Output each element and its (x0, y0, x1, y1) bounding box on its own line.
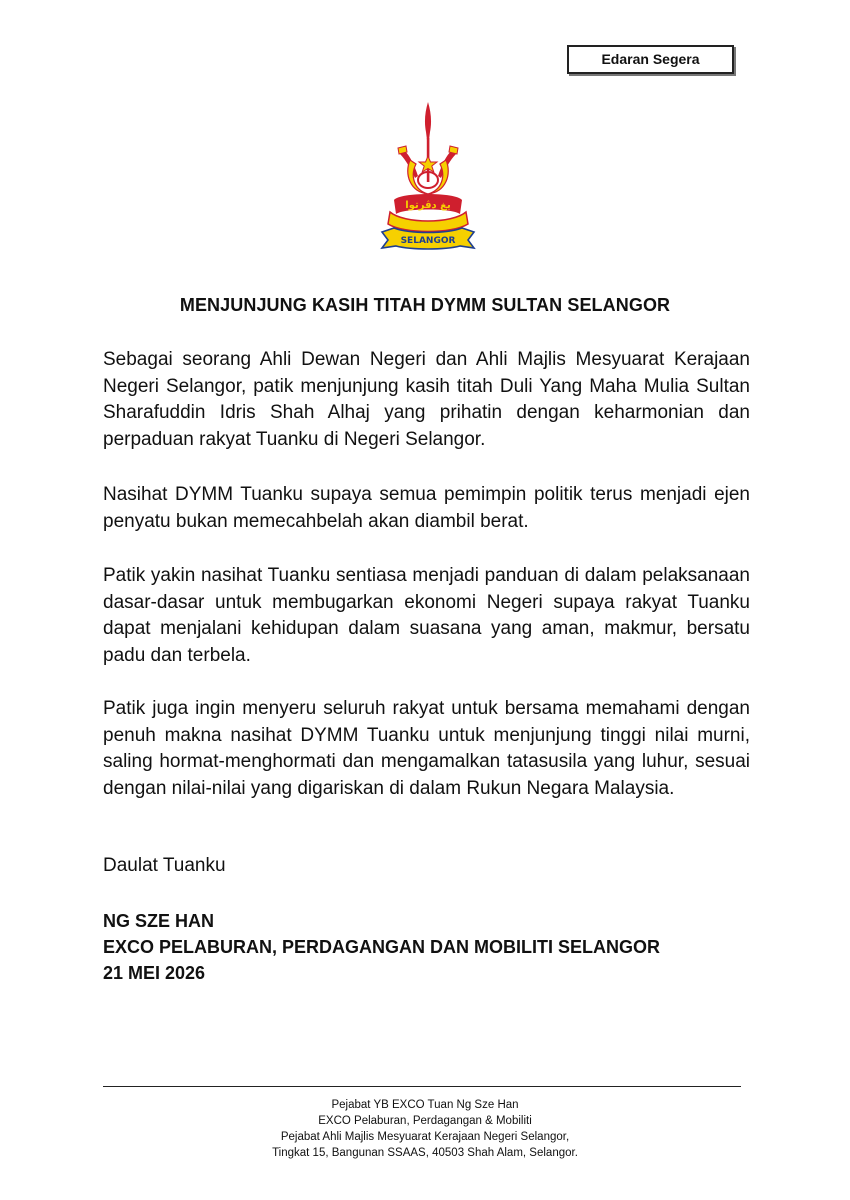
statement-title: MENJUNJUNG KASIH TITAH DYMM SULTAN SELANGOR (179, 295, 671, 315)
closing-salutation: Daulat Tuanku (103, 855, 226, 876)
footer-line-3: Pejabat Ahli Majlis Mesyuarat Kerajaan Negeri Selangor, (280, 1131, 570, 1143)
signatory-name: NG SZE HAN (103, 911, 215, 931)
crest-base (388, 212, 468, 232)
paragraph-2: Nasihat DYMM Tuanku supaya semua pemimpin politik terus menjadi ejen penyatu bukan memecahbelah akan diambil berat. (103, 484, 750, 532)
paragraph-1: Sebagai seorang Ahli Dewan Negeri dan Ahli Majlis Mesyuarat Kerajaan Negeri Selangor, patik menjunjung kasih titah Duli Yang Maha Mulia Sultan Sharafuddin Idris Shah Alhaj yang prihatin dengan keharmonian dan perpaduan rakyat Tuanku di Negeri Selangor. (103, 349, 750, 450)
urgent-release-badge: Edaran Segera (567, 45, 734, 74)
statement-date: 21 MEI 2026 (103, 963, 206, 983)
crest-script-text: يغ دڤرتوا (405, 200, 451, 211)
signatory-position: EXCO PELABURAN, PERDAGANGAN DAN MOBILITI SELANGOR (103, 937, 661, 957)
paragraph-4: Patik juga ingin menyeru seluruh rakyat untuk bersama memahami dengan penuh makna nasihat DYMM Tuanku untuk menjunjung tinggi nilai murni, saling hormat-menghormati dan mengamalkan tatasusila yang luhur, sesuai dengan nilai-nilai yang digariskan di dalam Rukun Negara Malaysia. (103, 698, 750, 799)
selangor-crest-logo (380, 100, 476, 250)
paragraph-3: Patik yakin nasihat Tuanku sentiasa menjadi panduan di dalam pelaksanaan dasar-dasar untuk membugarkan ekonomi Negeri supaya rakyat Tuanku dapat menjalani kehidupan dalam suasana yang aman, makmur, bersatu padu dan terbela. (103, 565, 750, 666)
crest-ribbon-text: SELANGOR (400, 236, 456, 246)
footer-line-4: Tingkat 15, Bangunan SSAAS, 40503 Shah Alam, Selangor. (272, 1147, 578, 1159)
crest-spear (425, 102, 431, 140)
footer-line-1: Pejabat YB EXCO Tuan Ng Sze Han (331, 1099, 519, 1111)
footer-divider (103, 1086, 741, 1087)
footer-line-2: EXCO Pelaburan, Perdagangan & Mobiliti (318, 1115, 532, 1127)
